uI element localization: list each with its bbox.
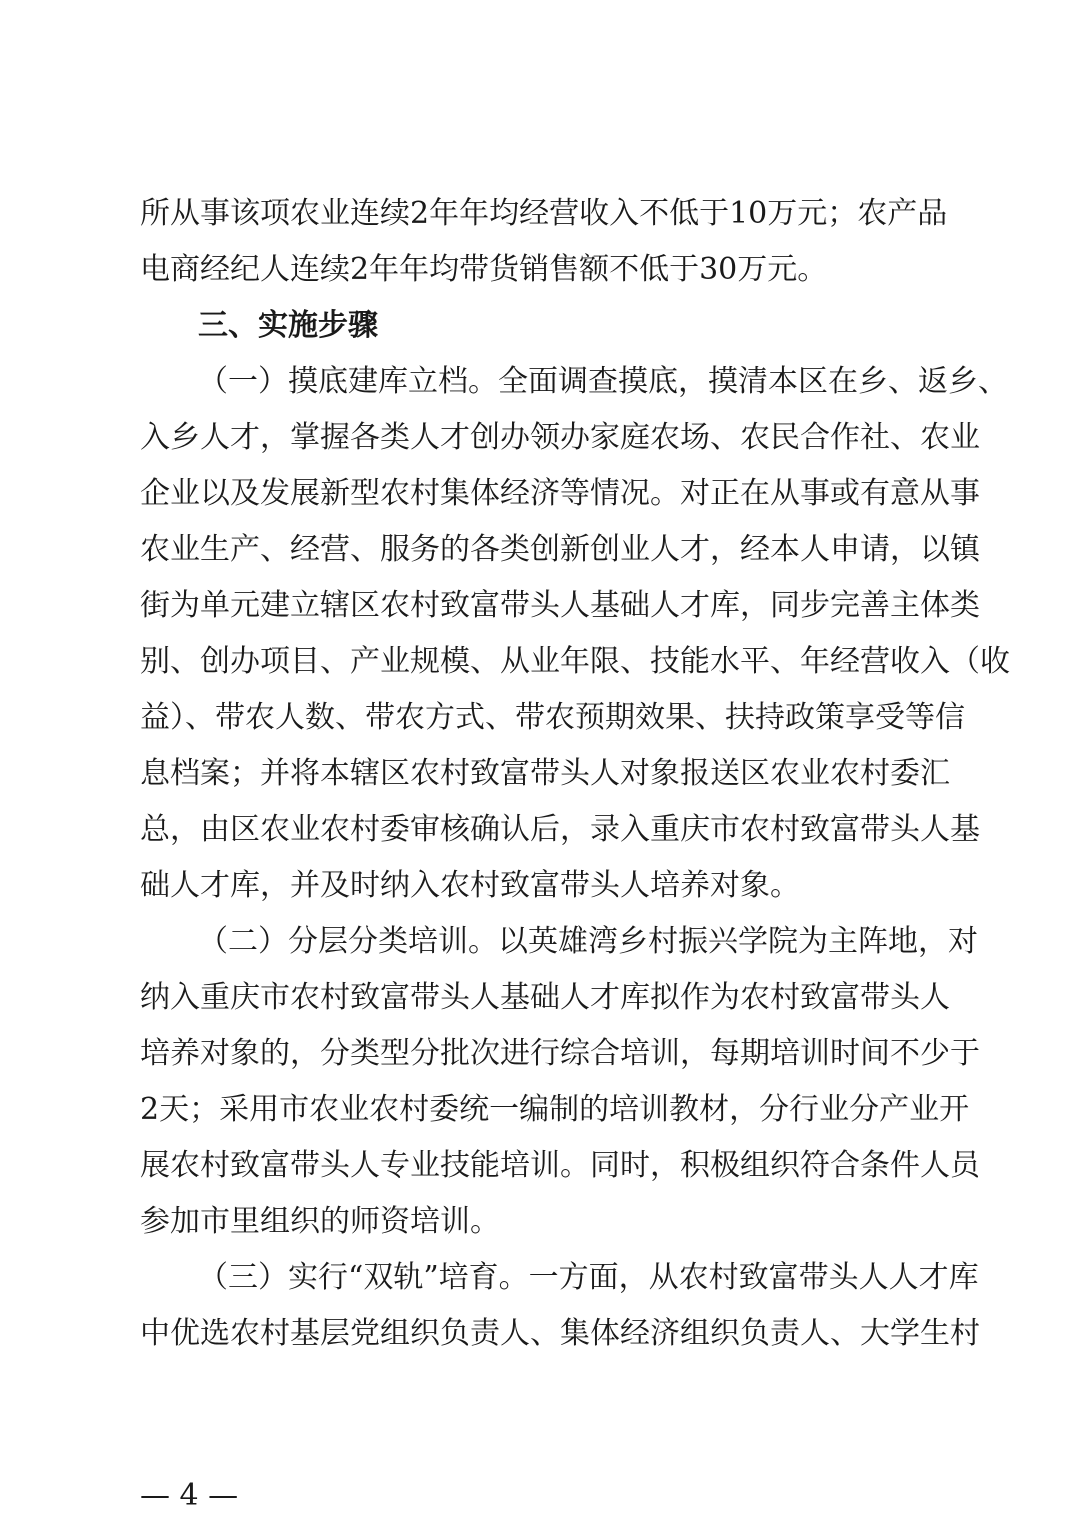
body-line: 中优选农村基层党组织负责人、集体经济组织负责人、大学生村 <box>140 1316 980 1351</box>
paragraph-first-line: （一）摸底建库立档。全面调查摸底，摸清本区在乡、返乡、 <box>198 364 1008 399</box>
page-number: — 4 — <box>140 1478 239 1513</box>
body-line: 础人才库，并及时纳入农村致富带头人培养对象。 <box>140 868 800 903</box>
body-line: 入乡人才，掌握各类人才创办领办家庭农场、农民合作社、农业 <box>140 420 980 455</box>
section-heading: 三、实施步骤 <box>198 308 378 343</box>
body-line: 展农村致富带头人专业技能培训。同时，积极组织符合条件人员 <box>140 1148 980 1183</box>
body-line: 农业生产、经营、服务的各类创新创业人才，经本人申请，以镇 <box>140 532 980 567</box>
body-line: 总，由区农业农村委审核确认后，录入重庆市农村致富带头人基 <box>140 812 980 847</box>
body-line: 企业以及发展新型农村集体经济等情况。对正在从事或有意从事 <box>140 476 980 511</box>
paragraph-first-line: （三）实行“双轨”培育。一方面，从农村致富带头人人才库 <box>198 1260 979 1295</box>
body-line: 参加市里组织的师资培训。 <box>140 1204 500 1239</box>
body-line: 益）、带农人数、带农方式、带农预期效果、扶持政策享受等信 <box>140 700 965 735</box>
body-line: 街为单元建立辖区农村致富带头人基础人才库，同步完善主体类 <box>140 588 980 623</box>
body-line: 别、创办项目、产业规模、从业年限、技能水平、年经营收入（收 <box>140 644 1010 679</box>
body-line: 培养对象的，分类型分批次进行综合培训，每期培训时间不少于 <box>140 1036 980 1071</box>
body-line: 电商经纪人连续2年年均带货销售额不低于30万元。 <box>140 252 828 287</box>
body-line: 息档案；并将本辖区农村致富带头人对象报送区农业农村委汇 <box>140 756 950 791</box>
paragraph-first-line: （二）分层分类培训。以英雄湾乡村振兴学院为主阵地，对 <box>198 924 978 959</box>
body-line: 纳入重庆市农村致富带头人基础人才库拟作为农村致富带头人 <box>140 980 950 1015</box>
body-line: 2天；采用市农业农村委统一编制的培训教材，分行业分产业开 <box>140 1092 970 1127</box>
body-line: 所从事该项农业连续2年年均经营收入不低于10万元；农产品 <box>140 196 948 231</box>
